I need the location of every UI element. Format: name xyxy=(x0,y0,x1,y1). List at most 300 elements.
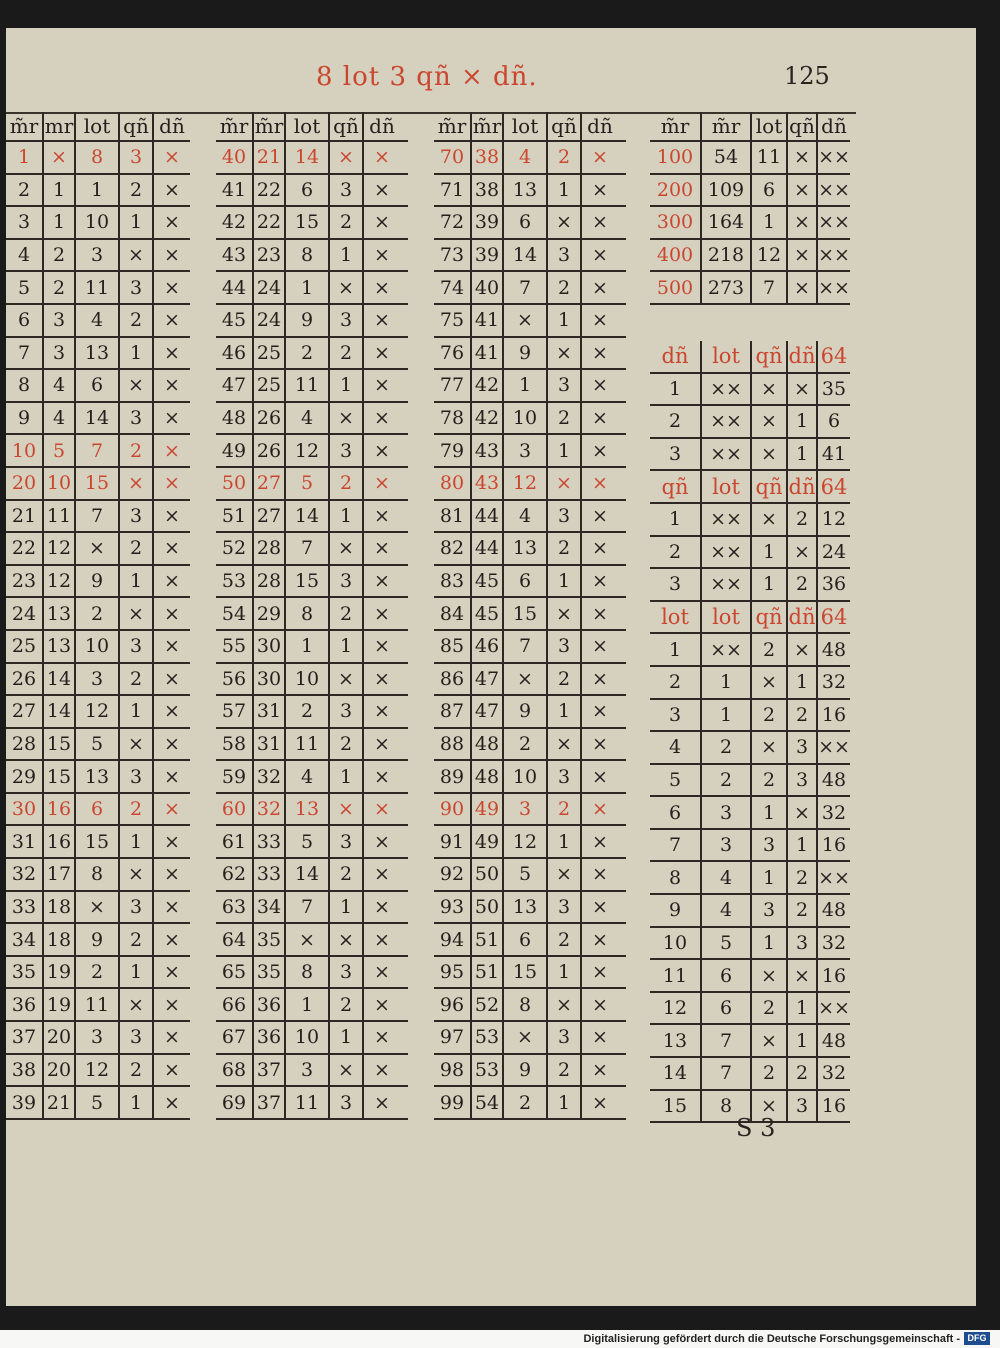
table-cell: ⨯ xyxy=(374,1026,390,1049)
table-cell: ⨯ xyxy=(164,439,180,462)
table-cell: 10 xyxy=(650,928,702,959)
table-cell: 21 xyxy=(44,1087,76,1118)
table-cell: 31 xyxy=(254,729,286,760)
table-cell: ⨯ xyxy=(286,924,330,955)
table-cell: 7 xyxy=(76,435,120,466)
table-cell: qñ xyxy=(752,602,788,633)
table-row xyxy=(434,566,626,599)
table-cell: m̃r xyxy=(702,112,752,140)
table-cell: ⨯ xyxy=(120,859,154,890)
table-cell: ⨯ xyxy=(592,374,608,397)
table-cell: 11 xyxy=(650,960,702,991)
table-cell: ⨯ xyxy=(504,664,548,695)
table-cell: ⨯⨯ xyxy=(818,736,850,759)
table-cell: 8 xyxy=(76,142,120,173)
table-row xyxy=(6,826,190,859)
table-cell: 10 xyxy=(76,631,120,662)
table-row xyxy=(650,142,850,175)
table-row xyxy=(6,435,190,468)
table-cell: 97 xyxy=(434,1022,472,1053)
table-row xyxy=(6,1022,190,1055)
table-row xyxy=(6,207,190,240)
table-cell: 6 xyxy=(752,175,788,206)
table-column-4 xyxy=(650,112,850,1123)
table-cell: 13 xyxy=(504,175,548,206)
table-cell: 20 xyxy=(44,1055,76,1086)
table-cell: 20 xyxy=(6,468,44,499)
table-cell: ⨯⨯ xyxy=(818,866,850,889)
table-cell: ⨯ xyxy=(548,338,582,369)
table-row xyxy=(434,1087,626,1120)
table-cell: 3 xyxy=(286,1055,330,1086)
table-cell: 4 xyxy=(702,862,752,893)
digitization-credit: Digitalisierung gefördert durch die Deutsche Forschungsgemeinschaft - xyxy=(583,1333,960,1345)
table-row xyxy=(650,862,850,895)
table-cell: ⨯ xyxy=(164,635,180,658)
table-cell: 2 xyxy=(120,305,154,336)
table-cell: ⨯ xyxy=(330,403,364,434)
table-cell: ⨯ xyxy=(592,732,608,755)
table-cell: 45 xyxy=(472,566,504,597)
table-cell: 42 xyxy=(216,207,254,238)
table-cell: 35 xyxy=(254,924,286,955)
table-cell: ⨯ xyxy=(374,928,390,951)
table-cell: 89 xyxy=(434,761,472,792)
table-cell: 15 xyxy=(504,598,548,629)
table-cell: ⨯ xyxy=(164,798,180,821)
table-cell: 5 xyxy=(504,859,548,890)
table-cell: 77 xyxy=(434,370,472,401)
table-cell: 31 xyxy=(254,696,286,727)
table-cell: ⨯ xyxy=(164,472,180,495)
table-cell: 42 xyxy=(472,403,504,434)
table-row xyxy=(6,403,190,436)
table-row xyxy=(216,240,408,273)
table-cell: 54 xyxy=(216,598,254,629)
table-row xyxy=(6,729,190,762)
table-cell: ⨯ xyxy=(752,439,788,470)
table-row xyxy=(216,924,408,957)
table-cell: 10 xyxy=(504,761,548,792)
table-column-3 xyxy=(434,112,626,1120)
table-cell: 3 xyxy=(650,569,702,600)
table-cell: 14 xyxy=(650,1058,702,1089)
table-cell: 50 xyxy=(216,468,254,499)
table-row xyxy=(434,664,626,697)
table-cell: 38 xyxy=(472,175,504,206)
table-cell: 6 xyxy=(286,175,330,206)
table-cell: dñ xyxy=(788,341,818,372)
table-cell: 84 xyxy=(434,598,472,629)
table-cell: 24 xyxy=(254,272,286,303)
table-cell: 2 xyxy=(330,598,364,629)
table-cell: 2 xyxy=(702,732,752,763)
table-cell: 44 xyxy=(472,501,504,532)
table-row xyxy=(434,696,626,729)
table-cell: 2 xyxy=(548,664,582,695)
table-row xyxy=(6,501,190,534)
table-cell: 34 xyxy=(254,892,286,923)
table-cell: 13 xyxy=(44,631,76,662)
table-cell: 48 xyxy=(472,729,504,760)
table-cell: 22 xyxy=(254,207,286,238)
table-row xyxy=(216,1022,408,1055)
table-cell: 2 xyxy=(752,634,788,665)
table-cell: ⨯ xyxy=(374,244,390,267)
table-row xyxy=(434,924,626,957)
table-cell: ⨯ xyxy=(548,729,582,760)
table-row xyxy=(434,403,626,436)
table-cell: 2 xyxy=(650,406,702,437)
table-cell: 11 xyxy=(44,501,76,532)
table-cell: 24 xyxy=(821,540,847,563)
table-cell: ⨯⨯ xyxy=(702,537,752,568)
table-cell: 35 xyxy=(6,957,44,988)
table-cell: ⨯ xyxy=(164,732,180,755)
table-cell: 53 xyxy=(216,566,254,597)
table-cell: 52 xyxy=(472,989,504,1020)
table-cell: ⨯ xyxy=(164,602,180,625)
table-cell: ⨯ xyxy=(164,178,180,201)
table-cell: 3 xyxy=(788,732,818,763)
table-cell: 3 xyxy=(120,403,154,434)
table-cell: 1 xyxy=(702,700,752,731)
table-cell: ⨯ xyxy=(548,859,582,890)
table-cell: 32 xyxy=(6,859,44,890)
table-cell: 33 xyxy=(254,859,286,890)
table-cell: ⨯ xyxy=(592,146,608,169)
table-cell: 2 xyxy=(548,794,582,825)
table-cell: 14 xyxy=(286,859,330,890)
page-title: 8 lot 3 qñ ⨯ dñ. xyxy=(316,62,538,92)
table-row xyxy=(650,634,850,667)
table-row xyxy=(216,435,408,468)
table-cell: 47 xyxy=(472,696,504,727)
table-row xyxy=(216,403,408,436)
table-cell: 1 xyxy=(44,207,76,238)
table-cell: ⨯ xyxy=(76,533,120,564)
table-row xyxy=(216,859,408,892)
table-column-2 xyxy=(216,112,408,1120)
table-cell: 70 xyxy=(434,142,472,173)
table-cell: 12 xyxy=(286,435,330,466)
table-cell: 79 xyxy=(434,435,472,466)
table-cell: 39 xyxy=(6,1087,44,1118)
table-cell: 38 xyxy=(472,142,504,173)
table-cell: ⨯ xyxy=(164,928,180,951)
table-cell: ⨯ xyxy=(788,175,818,206)
table-cell: ⨯ xyxy=(592,700,608,723)
table-cell: 32 xyxy=(821,801,847,824)
table-cell: 48 xyxy=(821,638,847,661)
table-cell: dñ xyxy=(788,471,818,502)
table-cell: ⨯ xyxy=(592,244,608,267)
table-cell: ⨯ xyxy=(164,407,180,430)
table-cell: 3 xyxy=(120,892,154,923)
table-cell: 3 xyxy=(6,207,44,238)
table-cell: 3 xyxy=(548,631,582,662)
table-cell: 3 xyxy=(120,631,154,662)
table-header-row xyxy=(650,112,850,142)
table-header-row xyxy=(6,112,190,142)
table-cell: ⨯ xyxy=(120,240,154,271)
table-cell: ⨯ xyxy=(788,960,818,991)
table-cell: 39 xyxy=(472,207,504,238)
table-cell: ⨯ xyxy=(592,993,608,1016)
table-cell: ⨯ xyxy=(592,798,608,821)
table-row xyxy=(216,631,408,664)
table-row xyxy=(434,631,626,664)
table-cell: 1 xyxy=(330,1022,364,1053)
table-cell: 45 xyxy=(216,305,254,336)
table-cell: 1 xyxy=(76,175,120,206)
table-cell: 53 xyxy=(472,1055,504,1086)
table-cell: 1 xyxy=(330,501,364,532)
table-cell: 1 xyxy=(504,370,548,401)
table-cell: 2 xyxy=(548,924,582,955)
table-cell: ⨯ xyxy=(374,211,390,234)
table-cell: ⨯ xyxy=(592,537,608,560)
table-cell: 28 xyxy=(254,533,286,564)
table-cell: 1 xyxy=(548,435,582,466)
table-cell: ⨯ xyxy=(592,667,608,690)
table-row xyxy=(216,794,408,827)
table-row xyxy=(434,142,626,175)
table-cell: 14 xyxy=(504,240,548,271)
table-cell: ⨯ xyxy=(374,439,390,462)
table-cell: qñ xyxy=(120,112,154,140)
table-cell: 56 xyxy=(216,664,254,695)
table-row xyxy=(216,501,408,534)
table-cell: ⨯ xyxy=(788,374,818,405)
table-cell: 1 xyxy=(330,240,364,271)
table-cell: 3 xyxy=(788,928,818,959)
table-cell: 2 xyxy=(76,598,120,629)
table-cell: 50 xyxy=(472,859,504,890)
table-cell: 6 xyxy=(76,370,120,401)
table-header-row xyxy=(216,112,408,142)
table-cell: ⨯ xyxy=(592,407,608,430)
table-cell: 1 xyxy=(548,696,582,727)
table-cell: 3 xyxy=(788,765,818,796)
table-row xyxy=(434,1022,626,1055)
table-cell: 2 xyxy=(120,924,154,955)
table-cell: ⨯ xyxy=(164,211,180,234)
table-cell: 5 xyxy=(6,272,44,303)
table-cell: 1 xyxy=(286,989,330,1020)
table-cell: ⨯ xyxy=(592,341,608,364)
table-cell: ⨯ xyxy=(374,407,390,430)
table-cell: 2 xyxy=(120,1055,154,1086)
table-cell: 10 xyxy=(286,664,330,695)
table-cell: ⨯ xyxy=(164,700,180,723)
table-cell: 22 xyxy=(254,175,286,206)
table-cell: 26 xyxy=(254,403,286,434)
table-cell: 8 xyxy=(650,862,702,893)
table-cell: 200 xyxy=(650,175,702,206)
table-row xyxy=(216,142,408,175)
section-header-row xyxy=(650,341,850,374)
table-cell: 86 xyxy=(434,664,472,695)
table-cell: ⨯ xyxy=(504,1022,548,1053)
table-cell: 37 xyxy=(254,1055,286,1086)
table-cell: 21 xyxy=(254,142,286,173)
table-cell: ⨯ xyxy=(752,406,788,437)
table-cell: 16 xyxy=(44,794,76,825)
table-cell: 3 xyxy=(120,1022,154,1053)
table-cell: 36 xyxy=(254,989,286,1020)
table-cell: ⨯ xyxy=(752,667,788,698)
table-cell: 23 xyxy=(6,566,44,597)
table-cell: m̃r xyxy=(6,112,44,140)
table-cell: 4 xyxy=(286,403,330,434)
table-cell: 1 xyxy=(330,370,364,401)
table-cell: ⨯ xyxy=(374,146,390,169)
table-cell: 1 xyxy=(548,566,582,597)
table-cell: 47 xyxy=(472,664,504,695)
table-row xyxy=(650,797,850,830)
table-cell: ⨯ xyxy=(374,178,390,201)
table-cell: 109 xyxy=(702,175,752,206)
table-row xyxy=(650,765,850,798)
table-cell: 8 xyxy=(286,240,330,271)
table-cell: 1 xyxy=(120,1087,154,1118)
table-cell: ⨯⨯ xyxy=(702,406,752,437)
table-cell: 3 xyxy=(548,1022,582,1053)
table-cell: 1 xyxy=(44,175,76,206)
table-cell: 1 xyxy=(788,439,818,470)
table-cell: 36 xyxy=(6,989,44,1020)
table-cell: 3 xyxy=(548,240,582,271)
table-cell: 43 xyxy=(216,240,254,271)
table-cell: 16 xyxy=(821,964,847,987)
table-cell: 28 xyxy=(6,729,44,760)
table-row xyxy=(216,468,408,501)
table-cell: ⨯ xyxy=(374,472,390,495)
table-cell: 51 xyxy=(472,957,504,988)
table-cell: 2 xyxy=(330,338,364,369)
table-cell: 25 xyxy=(6,631,44,662)
table-cell: 22 xyxy=(6,533,44,564)
table-cell: dñ xyxy=(587,114,613,138)
table-cell: 32 xyxy=(821,931,847,954)
table-cell: 3 xyxy=(120,761,154,792)
table-cell: 2 xyxy=(548,272,582,303)
table-cell: 2 xyxy=(76,957,120,988)
table-cell: 3 xyxy=(788,1091,818,1122)
table-cell: 1 xyxy=(548,957,582,988)
table-cell: ⨯ xyxy=(788,797,818,828)
table-cell: 1 xyxy=(752,862,788,893)
table-cell: 10 xyxy=(286,1022,330,1053)
table-cell: 3 xyxy=(76,1022,120,1053)
table-cell: 69 xyxy=(216,1087,254,1118)
table-cell: 2 xyxy=(788,700,818,731)
table-row xyxy=(650,732,850,765)
table-cell: 5 xyxy=(44,435,76,466)
table-cell: 9 xyxy=(76,924,120,955)
table-cell: 8 xyxy=(702,1091,752,1122)
table-row xyxy=(434,338,626,371)
table-cell: 6 xyxy=(504,207,548,238)
table-cell: 2 xyxy=(752,700,788,731)
table-cell: 12 xyxy=(44,533,76,564)
table-row xyxy=(6,989,190,1022)
table-cell: 6 xyxy=(702,960,752,991)
table-cell: m̃r xyxy=(216,112,254,140)
table-row xyxy=(6,175,190,208)
table-cell: 3 xyxy=(548,761,582,792)
table-cell: 4 xyxy=(504,142,548,173)
table-row xyxy=(434,240,626,273)
table-cell: 19 xyxy=(44,957,76,988)
table-cell: 4 xyxy=(44,370,76,401)
table-cell: 12 xyxy=(44,566,76,597)
table-cell: 27 xyxy=(6,696,44,727)
table-row xyxy=(216,826,408,859)
table-cell: 67 xyxy=(216,1022,254,1053)
table-cell: 3 xyxy=(650,700,702,731)
table-cell: ⨯ xyxy=(788,207,818,238)
table-cell: ⨯ xyxy=(592,439,608,462)
table-cell: 82 xyxy=(434,533,472,564)
table-cell: 95 xyxy=(434,957,472,988)
table-cell: 1 xyxy=(650,504,702,535)
table-cell: 48 xyxy=(821,899,847,922)
table-row xyxy=(650,504,850,537)
table-cell: 7 xyxy=(650,830,702,861)
table-cell: ⨯ xyxy=(164,1091,180,1114)
table-row xyxy=(434,207,626,240)
table-cell: ⨯ xyxy=(548,207,582,238)
table-cell: 46 xyxy=(472,631,504,662)
table-row xyxy=(650,175,850,208)
table-cell: ⨯⨯ xyxy=(702,374,752,405)
table-row xyxy=(216,370,408,403)
table-cell: 64 xyxy=(216,924,254,955)
table-cell: 15 xyxy=(44,761,76,792)
table-cell: 41 xyxy=(472,338,504,369)
table-cell: 1 xyxy=(548,1087,582,1118)
table-cell: 35 xyxy=(821,377,847,400)
table-cell: 4 xyxy=(702,895,752,926)
table-cell: 53 xyxy=(472,1022,504,1053)
table-cell: 12 xyxy=(504,468,548,499)
table-row xyxy=(650,537,850,570)
table-cell: 43 xyxy=(472,468,504,499)
table-cell: 500 xyxy=(650,272,702,303)
table-cell: 9 xyxy=(286,305,330,336)
table-cell: ⨯ xyxy=(76,892,120,923)
table-cell: 61 xyxy=(216,826,254,857)
table-cell: 1 xyxy=(120,338,154,369)
table-cell: ⨯ xyxy=(592,472,608,495)
table-cell: 63 xyxy=(216,892,254,923)
table-cell: 6 xyxy=(6,305,44,336)
table-cell: 3 xyxy=(650,439,702,470)
table-cell: 5 xyxy=(286,468,330,499)
table-cell: 16 xyxy=(821,834,847,857)
table-cell: ⨯ xyxy=(374,309,390,332)
table-cell: 2 xyxy=(330,207,364,238)
table-cell: ⨯ xyxy=(164,570,180,593)
table-cell: 76 xyxy=(434,338,472,369)
table-cell: 3 xyxy=(330,435,364,466)
table-cell: ⨯ xyxy=(374,798,390,821)
table-cell: ⨯ xyxy=(374,276,390,299)
table-cell: ⨯ xyxy=(592,1026,608,1049)
table-cell: 16 xyxy=(821,1094,847,1117)
